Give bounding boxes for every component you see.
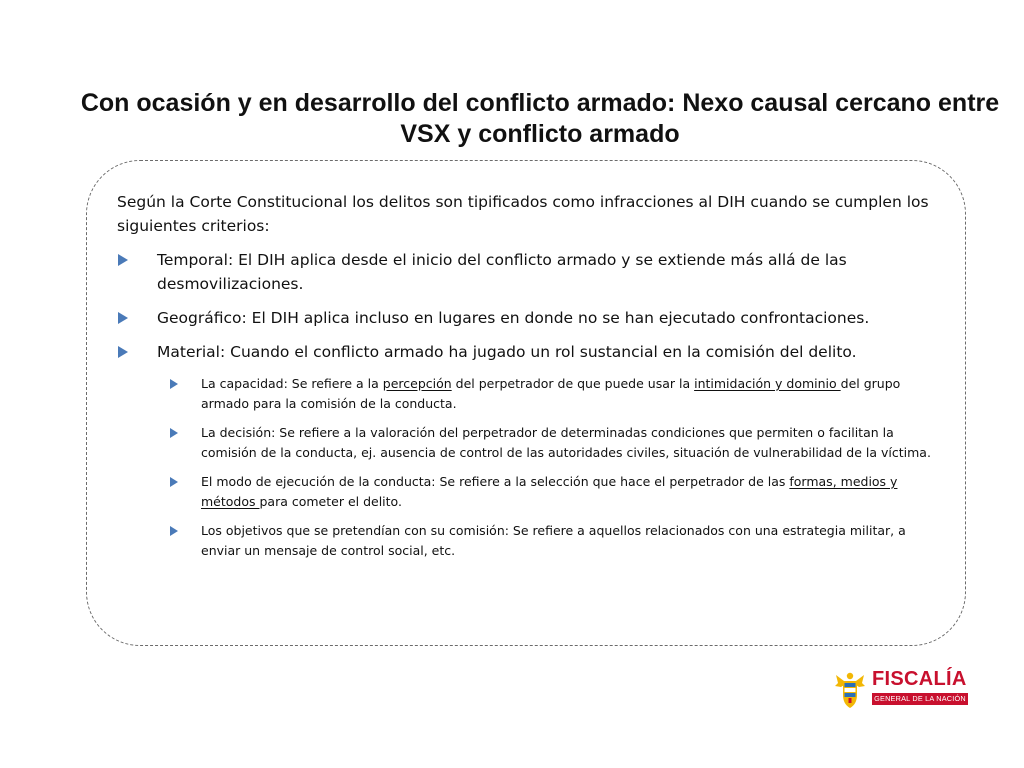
- triangle-bullet-icon: [170, 379, 178, 389]
- capacity-underline-intimidation: intimidación y dominio: [694, 376, 841, 391]
- sub-criterion-decision: [170, 423, 945, 462]
- mode-underline-means: formas, medios y métodos: [201, 474, 898, 509]
- intro-text: Según la Corte Constitucional los delitos son tipificados como infracciones al DIH cuando se cumplen los siguientes criterios:: [117, 193, 929, 235]
- fiscalia-logo: [835, 668, 970, 710]
- capacity-text-1: La capacidad: Se refiere a la: [201, 376, 383, 391]
- triangle-bullet-icon: [170, 477, 178, 487]
- objectives-text: Los objetivos que se pretendían con su comisión: Se refiere a aquellos relacionados con una estrategia militar, a enviar un mensaje de control social, etc.: [201, 523, 906, 558]
- logo-name: FISCALÍA: [872, 668, 967, 690]
- slide-title: Con ocasión y en desarrollo del conflicto armado: Nexo causal cercano entre VSX y conflicto armado: [80, 89, 1000, 148]
- mode-text-1: El modo de ejecución de la conducta: Se refiere a la selección que hace el perpetrador de las: [201, 474, 790, 489]
- slide-content: [117, 190, 945, 570]
- triangle-bullet-icon: [118, 312, 128, 324]
- criterion-temporal-text: Temporal: El DIH aplica desde el inicio del conflicto armado y se extiende más allá de las desmovilizaciones.: [157, 251, 847, 293]
- sub-criterion-objectives: [170, 521, 945, 560]
- triangle-bullet-icon: [118, 254, 128, 266]
- capacity-text-2: del perpetrador de que puede usar la: [451, 376, 695, 391]
- criterion-material: [117, 340, 945, 364]
- capacity-underline-perception: percepción: [382, 376, 452, 391]
- sub-criterion-mode: [170, 472, 945, 511]
- criterion-temporal: [117, 248, 945, 296]
- sub-criterion-capacity: [170, 374, 945, 413]
- decision-text: La decisión: Se refiere a la valoración del perpetrador de determinadas condiciones que permiten o facilitan la comisión de la conducta, ej. ausencia de control de las autoridades civiles, situación de vulnerabilidad de la víctima.: [201, 425, 931, 460]
- mode-text-2: para cometer el delito.: [259, 493, 402, 509]
- criterion-geographic-text: Geográfico: El DIH aplica incluso en lugares en donde no se han ejecutado confrontaciones.: [157, 309, 870, 327]
- criterion-material-text: Material: Cuando el conflicto armado ha jugado un rol sustancial en la comisión del delito.: [157, 343, 857, 361]
- logo-subtitle: GENERAL DE LA NACIÓN: [872, 693, 968, 705]
- capacity-text-3: del grupo armado para la comisión de la conducta.: [201, 376, 901, 411]
- triangle-bullet-icon: [170, 428, 178, 438]
- coat-of-arms-icon: [835, 671, 865, 709]
- triangle-bullet-icon: [170, 526, 178, 536]
- triangle-bullet-icon: [118, 346, 128, 358]
- criterion-geographic: [117, 306, 945, 330]
